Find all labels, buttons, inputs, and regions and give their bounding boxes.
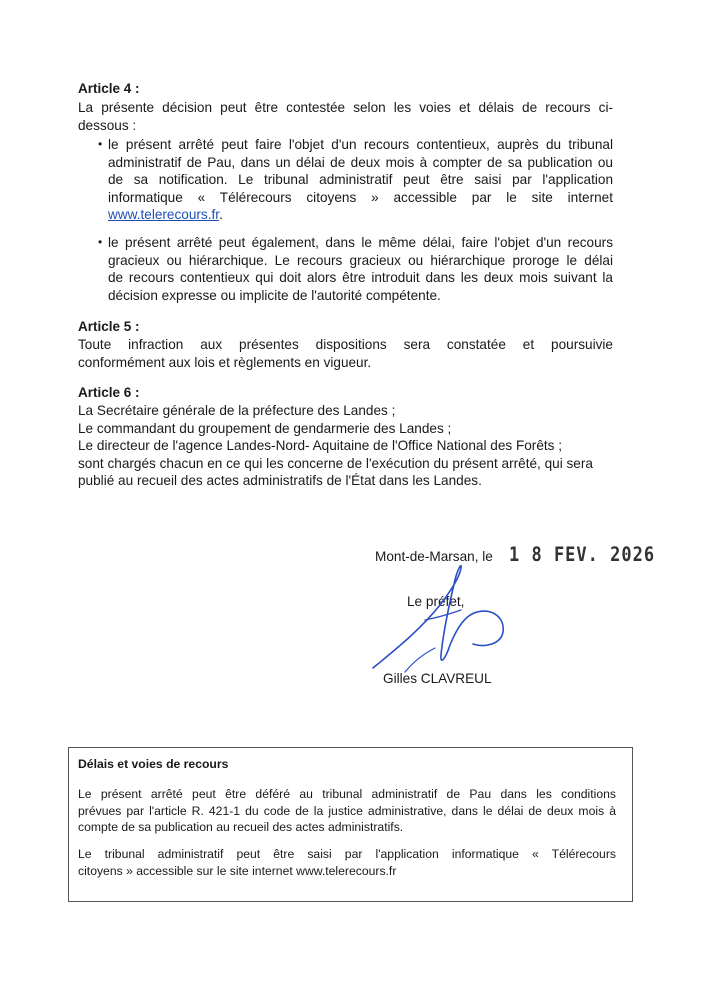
article-6-line: La Secrétaire générale de la préfecture des Landes ; [78,403,396,418]
handwritten-signature-icon [365,560,515,675]
recours-line: compte de sa publication au recueil des actes administratifs. [78,820,404,834]
bullet-dot: • [98,235,103,249]
article-6-line: publié au recueil des actes administratifs de l'État dans les Landes. [78,473,482,489]
bullet-line: de recours contentieux qui doit alors être introduit dans les deux mois suivant la [108,270,613,286]
bullet-line [108,206,613,224]
article-4-intro-line: La présente décision peut être contestée selon les voies et délais de recours ci- [78,100,613,115]
bullet-line: le présent arrêté peut également, dans le même délai, faire l'objet d'un recours [108,235,613,250]
signature-place-date: Mont-de-Marsan, le [375,549,493,564]
article-6-line: Le commandant du groupement de gendarmerie des Landes ; [78,420,452,436]
article-6-body [78,402,613,490]
bullet-line: informatique « Télérecours citoyens » accessible par le site internet [108,189,613,205]
bullet-dot: • [98,137,103,151]
article-5-title: Article 5 : [78,319,140,334]
article-4-title: Article 4 : [78,81,140,96]
recours-line-prefix: citoyens » accessible sur le site internet [78,863,297,878]
article-6-line: Le directeur de l'agence Landes-Nord- Aquitaine de l'Office National des Forêts ; [78,438,563,454]
article-5-body [78,336,613,371]
signatory-role: Le préfet, [407,594,465,609]
telerecours-link[interactable]: www.telerecours.fr [108,207,220,223]
article-5-line: Toute infraction aux présentes dispositions sera constatée et poursuivie [78,337,613,352]
recours-line: Le tribunal administratif peut être saisi par l'application informatique « Télérecours [78,847,616,861]
date-stamp: 1 8 FEV. 2026 [509,543,656,567]
recours-box-title: Délais et voies de recours [78,757,229,771]
recours-line: prévues par l'article R. 421-1 du code de la justice administrative, dans le délai de deux mois à [78,803,616,818]
article-4-bullet-2 [108,234,613,304]
article-4-intro [78,99,613,134]
bullet-line: de sa notification. Le tribunal administratif peut être saisi par l'application [108,172,613,188]
signatory-name: Gilles CLAVREUL [383,671,492,686]
bullet-line: le présent arrêté peut faire l'objet d'un recours contentieux, auprès du tribunal [108,137,613,152]
article-4-intro-line: dessous : [78,117,137,133]
recours-line [78,863,616,880]
bullet-line: décision expresse ou implicite de l'autorité compétente. [108,287,441,303]
bullet-line: gracieux ou hiérarchique. Le recours gracieux ou hiérarchique proroge le délai [108,252,613,268]
bullet-line: administratif de Pau, dans un délai de deux mois à compter de sa publication ou [108,154,613,170]
recours-paragraph-1 [78,786,616,836]
recours-paragraph-2 [78,846,616,879]
recours-line: Le présent arrêté peut être déféré au tribunal administratif de Pau dans les conditions [78,787,616,801]
article-5-line: conformément aux lois et règlements en vigueur. [78,354,372,370]
link-suffix: . [219,207,223,223]
article-4-bullet-1 [108,136,613,224]
article-6-line: sont chargés chacun en ce qui les concerne de l'exécution du présent arrêté, qui sera [78,455,593,471]
telerecours-box-link[interactable]: www.telerecours.fr [296,863,397,878]
article-6-title: Article 6 : [78,385,140,400]
